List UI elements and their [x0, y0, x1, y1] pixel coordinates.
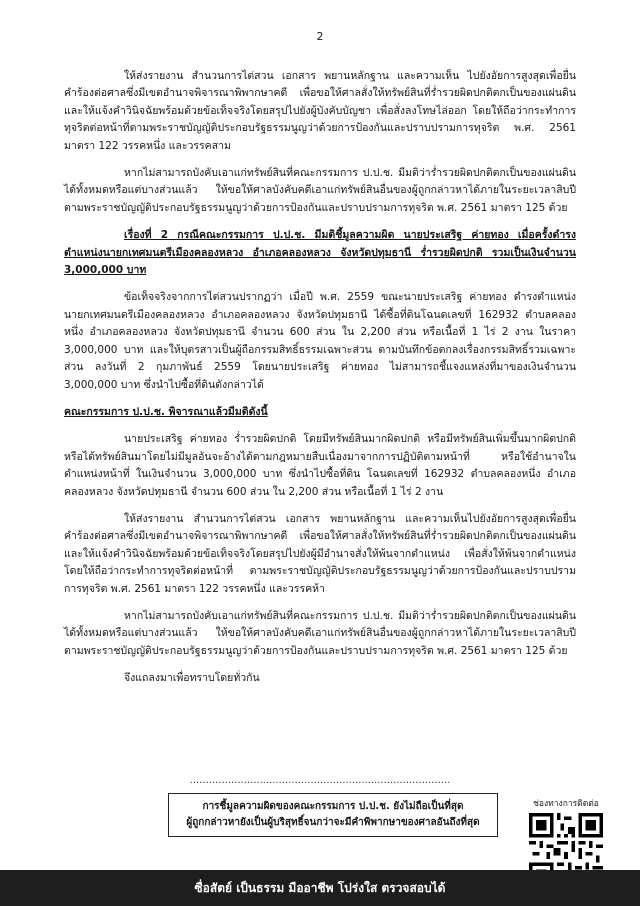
case-title: เรื่องที่ 2 กรณีคณะกรรมการ ป.ป.ช. มีมติชี้มูลความผิด นายประเสริฐ ค่ายทอง เมื่อครั้งดำรงตำแหน่งนายกเทศมนตรีเมืองคลองหลวง อำเภอคลองหลวง จังหวัดปทุมธานี ร่ำรวยผิดปกติ รวมเป็นเงินจำนวน 3,000,000 บาท: [64, 229, 576, 277]
paragraph: หากไม่สามารถบังคับเอาแก่ทรัพย์สินที่คณะกรรมการ ป.ป.ช. มีมติว่าร่ำรวยผิดปกติตกเป็นของแผ่นดินได้ทั้งหมดหรือแต่บางส่วนแล้ว ให้ขอให้ศาลบังคับคดีเอาแก่ทรัพย์สินอื่นของผู้ถูกกล่าวหาได้ภายในระยะเวลาสิบปี ตามพระราชบัญญัติประกอบรัฐธรรมนูญว่าด้วยการป้องกันและปราบปรามการทุจริต พ.ศ. 2561 มาตรา 125 ด้วย: [64, 167, 576, 214]
qr-label: ช่องทางการติดต่อ: [533, 799, 599, 809]
footer-motto-bar: [0, 870, 640, 906]
facts-paragraph: ข้อเท็จจริงจากการไต่สวนปรากฏว่า เมื่อปี พ.ศ. 2559 ขณะนายประเสริฐ ค่ายทอง ดำรงตำแหน่งนายกเทศมนตรีเมืองคลองหลวง อำเภอคลองหลวง จังหวัดปทุมธานี ได้ซื้อที่ดินโฉนดเลขที่ 162932 ตำบลคลองหนึ่ง อำเภอคลองหลวง จังหวัดปทุมธานี จำนวน 600 ส่วน ใน 2,200 ส่วน หรือเนื้อที่ 1 ไร่ 2 งาน ในราคา 3,000,000 บาท และให้บุตรสาวเป็นผู้ถือกรรมสิทธิ์ธรรมเฉพาะส่วน ตามบันทึกข้อตกลงเรื่องกรรมสิทธิ์รวมเฉพาะส่วน ลงวันที่ 2 กุมภาพันธ์ 2559 โดยนายประเสริฐ ค่ายทอง ไม่สามารถชี้แจงแหล่งที่มาของเงินจำนวน 3,000,000 บาท ซึ่งนำไปซื้อที่ดินดังกล่าวได้: [64, 291, 576, 391]
disclaimer-line-2: ผู้ถูกกล่าวหายังเป็นผู้บริสุทธิ์จนกว่าจะมีคำพิพากษาของศาลอันถึงที่สุด: [186, 817, 480, 828]
document-body: [64, 68, 576, 698]
separator-dots: ..................................................................................: [189, 775, 451, 786]
paragraph: ให้ส่งรายงาน สำนวนการไต่สวน เอกสาร พยานหลักฐาน และความเห็น ไปยังอัยการสูงสุดเพื่อยื่นคำร้องต่อศาลซึ่งมีเขตอำนาจพิจารณาพิพากษาคดี เพื่อขอให้ศาลสั่งให้ทรัพย์สินที่ร่ำรวยผิดปกติตกเป็นของแผ่นดิน และให้แจ้งคำวินิจฉัยพร้อมด้วยข้อเท็จจริงโดยสรุปไปยังผู้บังคับบัญชา เพื่อสั่งลงโทษไล่ออก โดยให้ถือว่ากระทำการทุจริตต่อหน้าที่ตามพระราชบัญญัติประกอบรัฐธรรมนูญว่าด้วยการป้องกันและปราบปรามการทุจริต พ.ศ. 2561 มาตรา 122 วรรคหนึ่ง และวรรคสาม: [64, 70, 576, 152]
paragraph: นายประเสริฐ ค่ายทอง ร่ำรวยผิดปกติ โดยมีทรัพย์สินมากผิดปกติ หรือมีทรัพย์สินเพิ่มขึ้นมากผิดปกติ หรือได้ทรัพย์สินมาโดยไม่มีมูลอันจะอ้างได้ตามกฎหมายสืบเนื่องมาจากการปฏิบัติตามหน้าที่ หรือใช้อำนาจในตำแหน่งหน้าที่ ในเงินจำนวน 3,000,000 บาท ซึ่งนำไปซื้อที่ดิน โฉนดเลขที่ 162932 ตำบลคลองหนึ่ง อำเภอคลองหลวง จังหวัดปทุมธานี จำนวน 600 ส่วน ใน 2,200 ส่วน หรือเนื้อที่ 1 ไร่ 2 งาน: [64, 433, 576, 498]
paragraph: หากไม่สามารถบังคับเอาแก่ทรัพย์สินที่คณะกรรมการ ป.ป.ช. มีมติว่าร่ำรวยผิดปกติตกเป็นของแผ่นดินได้ทั้งหมดหรือแต่บางส่วนแล้ว ให้ขอให้ศาลบังคับคดีเอาแก่ทรัพย์สินอื่นของผู้ถูกกล่าวหาได้ภายในระยะเวลาสิบปี ตามพระราชบัญญัติประกอบรัฐธรรมนูญว่าด้วยการป้องกันและปราบปรามการทุจริต พ.ศ. 2561 มาตรา 125 ด้วย: [64, 609, 576, 657]
decision-heading: คณะกรรมการ ป.ป.ช. พิจารณาแล้วมีมติดังนี้: [64, 405, 268, 418]
footer-motto: ซื่อสัตย์ เป็นธรรม มืออาชีพ โปร่งใส ตรวจสอบได้: [194, 880, 446, 895]
page-number: 2: [316, 30, 324, 43]
disclaimer-line-1: การชี้มูลความผิดของคณะกรรมการ ป.ป.ช. ยังไม่ถือเป็นที่สุด: [202, 801, 464, 812]
paragraph: ให้ส่งรายงาน สำนวนการไต่สวน เอกสาร พยานหลักฐาน และความเห็นไปยังอัยการสูงสุดเพื่อยื่นคำร้องต่อศาลซึ่งมีเขตอำนาจพิจารณาพิพากษาคดี เพื่อขอให้ศาลสั่งให้ทรัพย์สินที่ร่ำรวยผิดปกติตกเป็นของแผ่นดิน และให้แจ้งคำวินิจฉัยพร้อมด้วยข้อเท็จจริงโดยสรุปไปยังผู้มีอำนาจสั่งให้พ้นจากตำแหน่ง เพื่อสั่งให้พ้นจากตำแหน่งโดยให้ถือว่ากระทำการทุจริตต่อหน้าที่ ตามพระราชบัญญัติประกอบรัฐธรรมนูญว่าด้วยการป้องกันและปราบปรามการทุจริต พ.ศ. 2561 มาตรา 122 วรรคหนึ่ง และวรรคห้า: [64, 512, 576, 595]
closing-statement: จึงแถลงมาเพื่อทราบโดยทั่วกัน: [124, 672, 260, 685]
disclaimer-box: [168, 793, 498, 837]
